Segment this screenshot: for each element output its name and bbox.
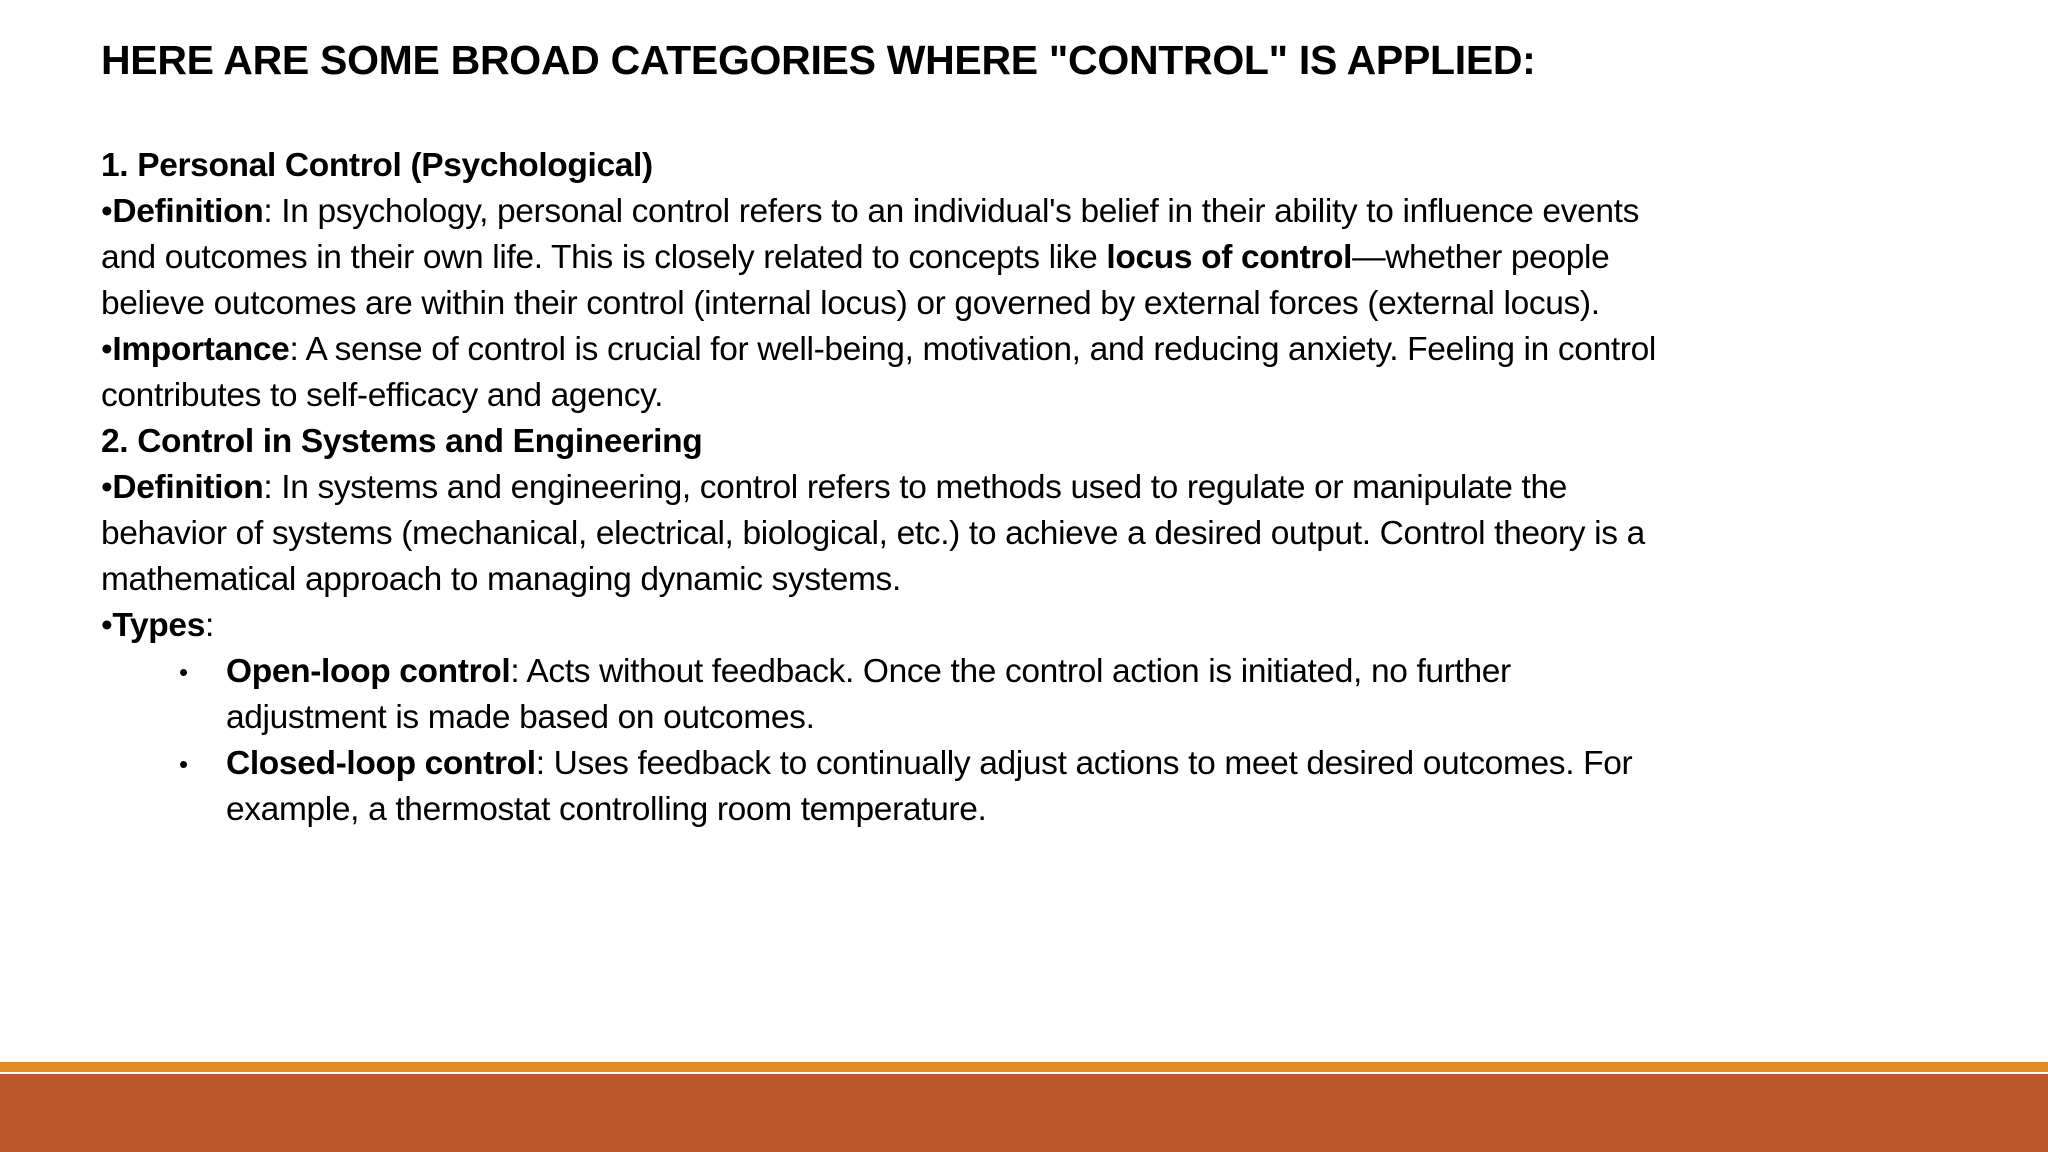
term-importance: Importance <box>112 331 290 368</box>
term-definition: Definition <box>112 193 264 230</box>
bullet-icon: • <box>179 657 188 687</box>
slide-body <box>101 143 1661 833</box>
paragraph-systems-definition <box>101 465 1661 603</box>
bullet-icon: • <box>179 749 188 779</box>
term-closed-loop-control: Closed-loop control <box>226 745 536 782</box>
section-heading-systems-engineering: 2. Control in Systems and Engineering <box>101 423 703 460</box>
list-item-closed-loop <box>179 741 1661 833</box>
importance-text: : A sense of control is crucial for well-being, motivation, and reducing anxiety. Feeling in control contributes to self-efficacy and agency. <box>101 331 1656 414</box>
bullet: • <box>101 607 113 644</box>
closed-loop-text: : Uses feedback to continually adjust actions to meet desired outcomes. For example, a thermostat controlling room temperature. <box>226 745 1633 828</box>
term-types: Types <box>112 607 205 644</box>
section-heading-personal-control: 1. Personal Control (Psychological) <box>101 147 653 184</box>
paragraph-personal-definition <box>101 189 1661 327</box>
types-colon: : <box>204 607 214 644</box>
open-loop-text: : Acts without feedback. Once the control action is initiated, no further adjustment is made based on outcomes. <box>226 653 1511 736</box>
bullet: • <box>101 331 113 368</box>
term-locus-of-control: locus of control <box>1106 239 1353 276</box>
definition-text-continued: —whether people believe outcomes are within their control (internal locus) or governed by external forces (external locus). <box>101 239 1610 322</box>
bullet: • <box>101 469 113 506</box>
footer-accent-stripe <box>0 1062 2048 1072</box>
term-open-loop-control: Open-loop control <box>226 653 511 690</box>
paragraph-systems-types <box>101 603 1661 649</box>
term-definition: Definition <box>112 469 264 506</box>
definition-text: : In systems and engineering, control refers to methods used to regulate or manipulate the behavior of systems (mechanical, electrical, biological, etc.) to achieve a desired output. Control theory is a mathematical approach to managing dynamic systems. <box>101 469 1645 598</box>
paragraph-personal-importance <box>101 327 1661 419</box>
definition-text: : In psychology, personal control refers to an individual's belief in their ability to influence events and outcomes in their own life. This is closely related to concepts like <box>101 193 1639 276</box>
control-types-list <box>101 649 1661 833</box>
bullet: • <box>101 193 113 230</box>
footer-band <box>0 1074 2048 1152</box>
list-item-open-loop <box>179 649 1661 741</box>
slide-title: HERE ARE SOME BROAD CATEGORIES WHERE "CONTROL" IS APPLIED: <box>101 37 1536 83</box>
